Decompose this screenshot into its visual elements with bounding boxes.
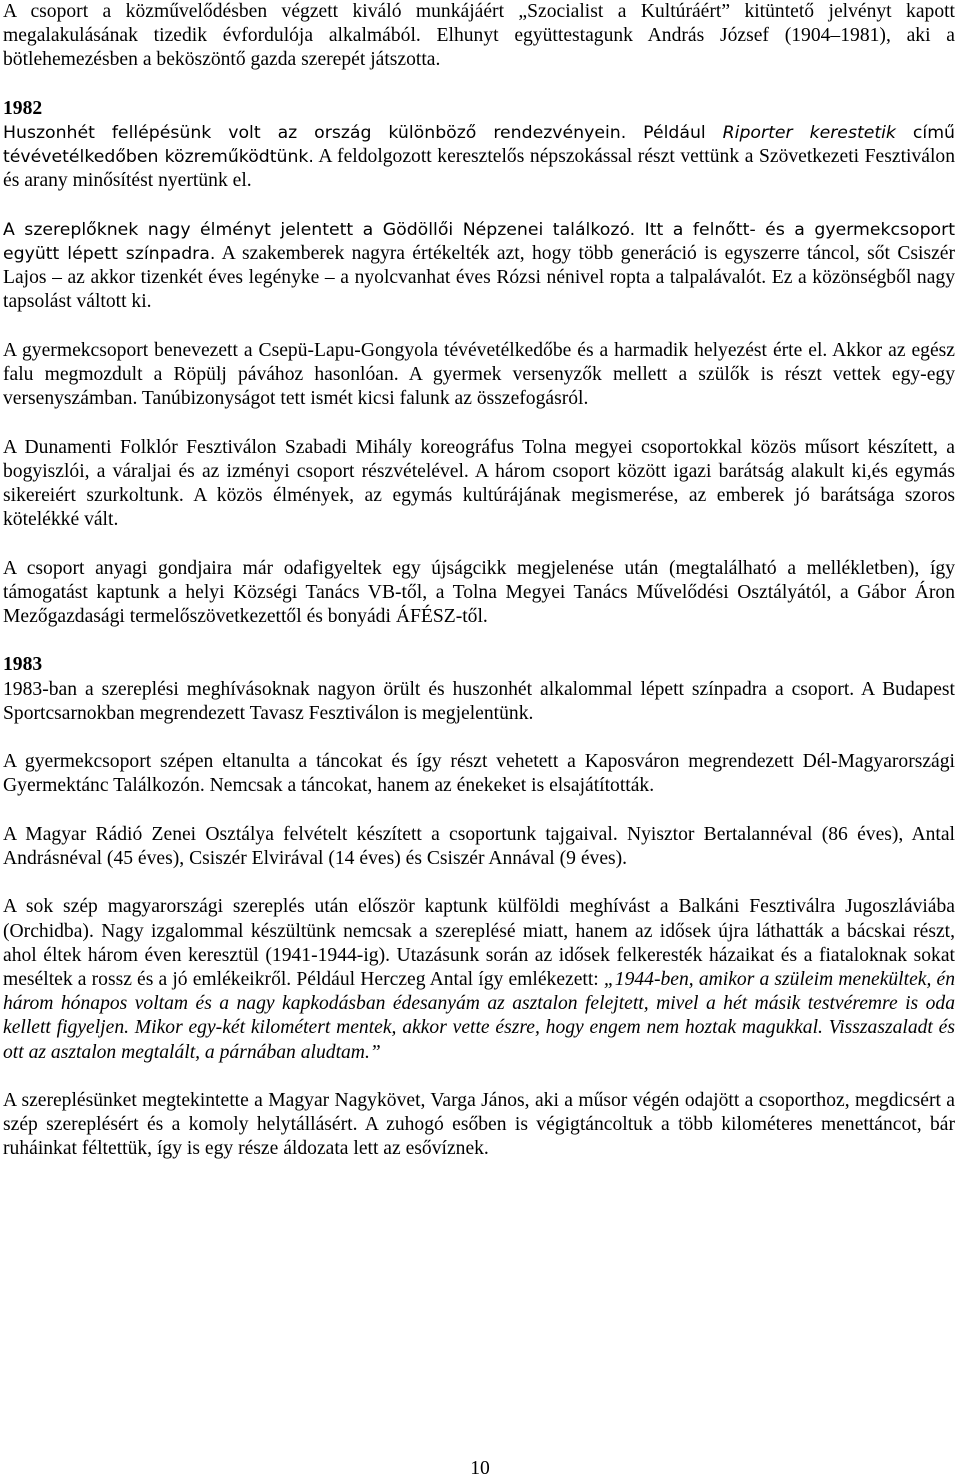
paragraph-dunamenti-festival: A Dunamenti Folklór Fesztiválon Szabadi Mihály koreográfus Tolna megyei csoportokkal közös műsort készített, a bogyiszlói, a váraljai és az izményi csoport részvételével. A három csoport között igazi barátság alakult ki,és egymás sikereiért szurkoltunk. A közös élmények, az egymás kultúrájának megismerése, az emberek jó barátsága szoros kötelékké vált. bbox=[3, 436, 955, 531]
year-heading-1983: 1983 bbox=[3, 654, 43, 676]
paragraph-intro: A csoport a közművelődésben végzett kiváló munkájáért „Szocialist a Kultúráért” kitüntető jelvényt kapott megalakulásának tizedik évfordulója alkalmából. Elhunyt együttestagunk András József (1904–1981), aki a bötlehemezésben a beköszöntő gazda szerepét játszotta. bbox=[3, 1, 955, 71]
paragraph-balkan-festival bbox=[3, 895, 955, 1064]
year-heading-1982: 1982 bbox=[3, 97, 43, 119]
paragraph-1982-godollo-lead: A szereplőknek nagy élményt jelentett a Gödöllői Népzenei találkozó. Itt a felnőtt- és a gyermekcsoport együtt lépett színpadra. bbox=[3, 219, 955, 264]
paragraph-1983-radio: A Magyar Rádió Zenei Osztálya felvételt készített a csoportunk tajgaival. Nyisztor Bertalannéval (86 éves), Antal Andrásnéval (45 éves), Csiszér Elvirával (14 éves) és Csiszér Annával (9 éves). bbox=[3, 823, 955, 869]
paragraph-children-group: A gyermekcsoport benevezett a Csepü-Lapu-Gongyola tévévetélkedőbe és a harmadik helyezést érte el. Akkor az egész falu megmozdult a Röpülj pávához hasonlóan. A gyermek versenyzők mellett a szülők is részt vettek egy-egy versenyszámban. Tanúbizonyságot tett ismét kicsi falunk az összefogásról. bbox=[3, 339, 955, 410]
document-body bbox=[3, 0, 955, 1162]
paragraph-1982-godollo-rest: A szakemberek nagyra értékelték azt, hogy több generáció is egyszerre táncol, sőt Csiszér Lajos – az akkor tizenkét éves legényke – a nyolcvanhat éves Rózsi nénivel ropta a talpalávalót. Ez a közönségből nagy tapsolást váltott ki. bbox=[3, 243, 956, 313]
paragraph-1982-tv-contest bbox=[3, 121, 955, 194]
paragraph-1983-invitations: 1983-ban a szereplési meghívásoknak nagyon örült és huszonhét alkalommal lépett színpadra a csoport. A Budapest Sportcsarnokban megrendezett Tavasz Fesztiválon is megjelentünk. bbox=[3, 678, 955, 724]
paragraph-ambassador: A szereplésünket megtekintette a Magyar Nagykövet, Varga János, aki a műsor végén odajött a csoporthoz, megdicsért a szép szereplésért és a komoly helytállásért. A zuhogó esőben is végigtáncoltuk a több kilométeres menettáncot, bár ruháinkat féltettük, így is egy része áldozata lett az esővíznek. bbox=[3, 1089, 955, 1160]
paragraph-1982-godollo bbox=[3, 218, 955, 315]
paragraph-1982-festival: A feldolgozott keresztelős népszokással részt vettünk a Szövetkezeti Fesztiválon és arany minősítést nyertünk el. bbox=[3, 146, 955, 192]
quote-herczeg-antal: „1944-ben, amikor a szüleim menekültek, én három hónapos voltam és a nagy kapkodásban édesanyám az asztalon felejtett, mivel a hét másik testvéremre is oda kellett figyeljen. Mikor egy-két kilométert mentek, akkor vette észre, hogy engem nem hoztak magukkal. Visszaszaladt és ott az asztalon megtalált, a párnában aludtam.” bbox=[3, 968, 956, 1063]
paragraph-1982-tv-intro: Huszonhét fellépésünk volt az ország különböző rendezvényein. Például bbox=[3, 123, 723, 143]
paragraph-1983-kaposvar: A gyermekcsoport szépen eltanulta a táncokat és így részt vehetett a Kaposváron megrendezett Dél-Magyarországi Gyermektánc Találkozón. Nemcsak a táncokat, hanem az énekeket is elsajátították. bbox=[3, 751, 955, 797]
paragraph-balkan-text: A sok szép magyarországi szereplés után először kaptunk külföldi meghívást a Balkáni Fesztiválra Jugoszláviába (Orchidba). Nagy izgalommal készültünk nemcsak a szereplésé miatt, hanem az idősek újra láthatták a bácskai részt, ahol éltek három éven keresztül (1941-1944-ig). Utazásunk során az idősek felkeresték házaikat és a fiataloknak sokat meséltek a rossz és a jó emlékeikről. Például Herczeg Antal így emlékezett: bbox=[3, 896, 955, 990]
show-title-riporter-kerestetik: Riporter kerestetik bbox=[722, 123, 896, 143]
page-number: 10 bbox=[470, 1458, 490, 1479]
paragraph-financial-support: A csoport anyagi gondjaira már odafigyeltek egy újságcikk megjelenése után (megtalálható a mellékletben), így támogatást kaptunk a helyi Községi Tanács VB-től, a Tolna Megyei Tanács Művelődési Osztályától, a Gábor Áron Mezőgazdasági termelőszövetkezettől és bonyádi ÁFÉSZ-től. bbox=[3, 557, 955, 627]
paragraph-1982-tv-end: című tévévetélkedőben közreműködtünk. bbox=[3, 123, 955, 168]
